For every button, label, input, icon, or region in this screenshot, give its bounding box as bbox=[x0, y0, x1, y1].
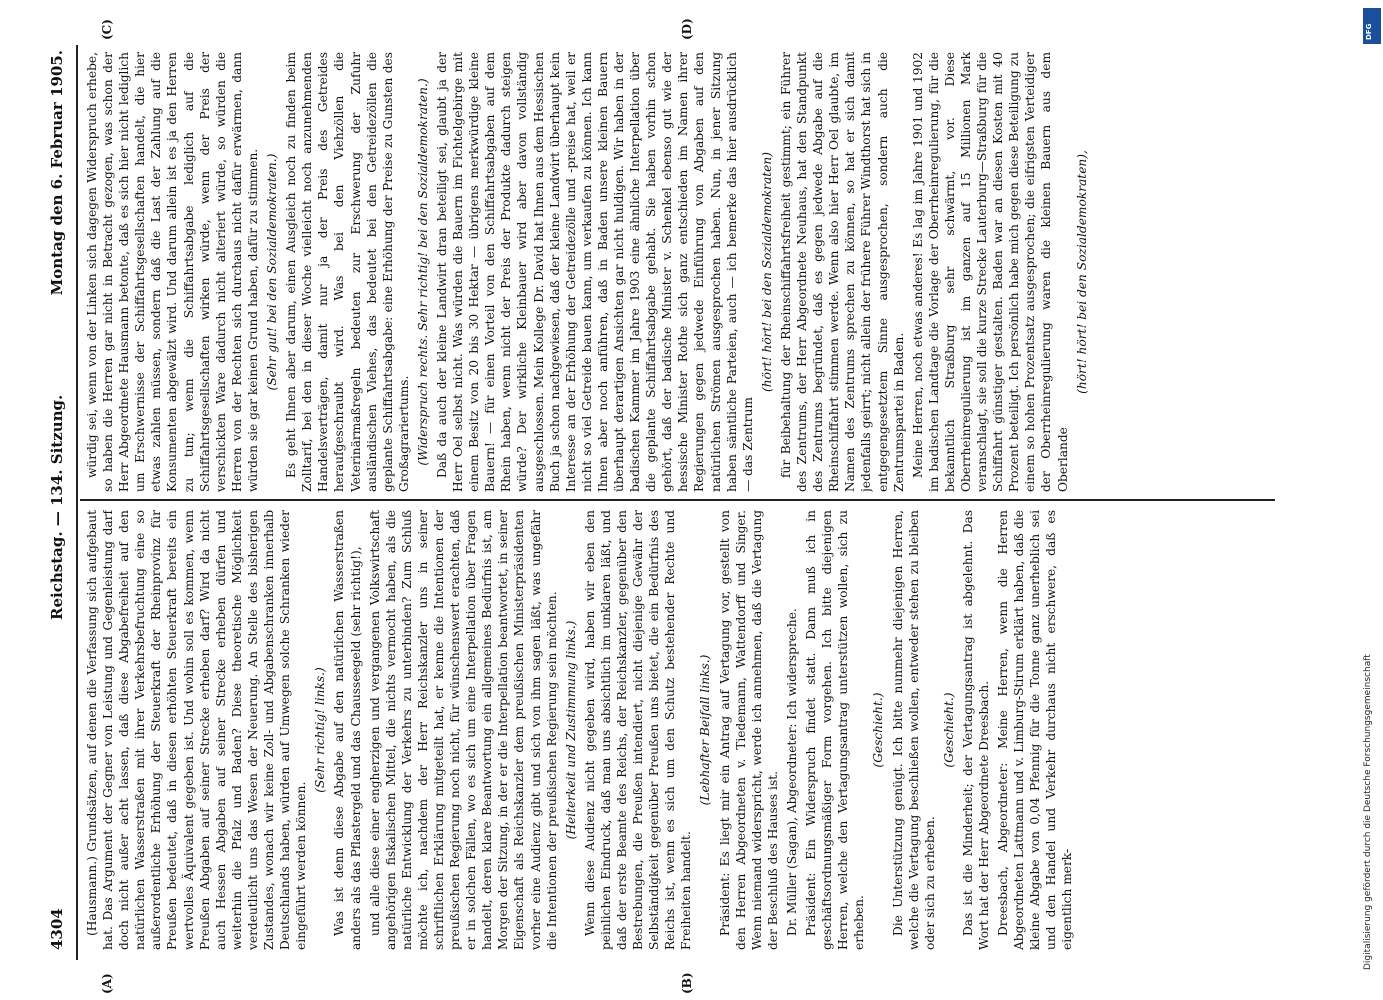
interjection: (Lebhafter Beifall links.) bbox=[698, 654, 713, 806]
dfg-logo-text: DFG bbox=[1365, 23, 1373, 40]
margin-marker-c: (C) bbox=[100, 19, 114, 40]
paragraph: Präsident: Es liegt mir ein Antrag auf Vertagung vor, gestellt von den Herren Abgeordneten v. Tiedemann, Wattendorff und Singer. Wenn niemand widerspricht, werde ich annehmen, daß die Vertagung der Beschluß des Hauses ist. bbox=[717, 510, 780, 950]
interjection: (Heiterkeit und Zustimmung links.) bbox=[563, 620, 578, 840]
rotated-newspaper-page bbox=[40, 18, 1310, 994]
paragraph: (Hausmann.) Grundsätzen, auf denen die Verfassung sich aufgebaut hat. Das Argument der Gegner von Leistung und Gegenleistung darf doch nicht außer acht lassen, daß diese Abgabefreiheit auf den natürlichen Wasserstraßen mit ihrer Verkehrsbefruchtung eine so außerordentliche Erhöhung der Steuerkraft der Rheinprovinz für Preußen bedeutet, daß in diesen erhöhten Steuerkraft bereits ein wertvolles Äquivalent gegeben ist. Und wohin soll es kommen, wenn Preußen Abgaben auf seiner Strecke erheben darf? Wird da nicht auch Hessen Abgaben auf seiner Strecke erheben dürfen und weiterhin die Pfalz und Baden? Diese theoretische Möglichkeit verdeutlicht uns das Wesen der Neuerung. An Stelle des bisherigen Zustandes, wonach wir keine Zoll- und Abgabenschranken innerhalb Deutschlands haben, würden auf Umwegen solche Schranken wieder eingeführt werden können. bbox=[85, 510, 309, 950]
interjection: (hört! hört! bei den Sozialdemokraten), bbox=[1074, 150, 1089, 394]
paragraph: würdig sei, wenn von der Linken sich dagegen Widerspruch erhebe, so haben die Herren gar nicht in Betracht gezogen, was schon der Herr Abgeordnete Hausmann betonte, daß es sich hier nicht lediglich um Erschwernisse der Schiffahrtsgesellschaften handelt, die hier etwas zahlen müssen, sondern daß die Last der Zahlung auf die Konsumenten abgewälzt wird. Und darum allein ist es ja den Herren zu tun; wenn die Schiffahrtsabgabe lediglich auf die Schiffahrtsgesellschaften wirken würde, wenn der Preis der verschickten Ware dadurch nicht alteriert würde, so würden die Herren von der Rechten sich durchaus nicht dafür erwärmen, dann würden sie gar keinen Grund haben, dafür zu stimmen. bbox=[85, 52, 260, 492]
paragraph: Die Unterstützung genügt. Ich bitte nunmehr diejenigen Herren, welche die Vertagung beschließen wollen, entweder stehen zu bleiben oder sich zu erheben. bbox=[890, 510, 937, 950]
margin-marker-b: (B) bbox=[680, 972, 694, 994]
header-title: Reichstag. — 134. Sitzung. bbox=[48, 394, 66, 620]
paragraph: Was ist denn diese Abgabe auf den natürlichen Wasserstraßen anders als das Pflastergeld und das Chausseegeld (sehr richtig!), bbox=[332, 510, 363, 950]
interjection: (Sehr gut! bei den Sozialdemokraten.) bbox=[265, 153, 280, 391]
page-number: 4304 bbox=[48, 908, 66, 950]
left-column bbox=[84, 510, 1284, 950]
interjection: (Widerspruch rechts. Sehr richtig! bei den Sozialdemokraten.) bbox=[415, 78, 430, 466]
margin-marker-a: (A) bbox=[100, 973, 114, 994]
paragraph: Daß da auch der kleine Landwirt dran beteiligt sei, glaubt ja der Herr Oel selbst nicht. Was würden die Bauern im Fichtelgebirge mit einem Besitz von 20 bis 30 Hektar — übrigens merkwürdige kleine Bauern! — für einen Vorteil von den Schiffahrtsabgaben auf dem Rhein haben, wenn nicht der Preis der Produkte dadurch steigen würde? Der wirkliche Kleinbauer wird aber davon vollständig ausgeschlossen. Mein Kollege Dr. David hat Ihnen aus dem Hessischen Buch ja schon nachgewiesen, daß der kleine Landwirt überhaupt kein Interesse an der Erhöhung der Getreidezölle und -preise hat, weil er nicht so viel Getreide bauen kann, um verkaufen zu können. Ich kann Ihnen aber noch anführen, daß in Baden unsere kleinen Bauern überhaupt derartigen Ansichten gar nicht huldigen. Wir haben in der badischen Kammer im Jahre 1903 eine ähnliche Interpellation über die geplante Schiffahrtsabgabe gehabt. Sie haben vorhin schon gehört, daß der badische Minister v. Schenkel ebenso gut wie der hessische Minister Rothe sich ganz entschieden im Namen ihrer Regierungen gegen jedwede Einführung von Abgaben auf den natürlichen Strömen ausgesprochen haben. Nun, in jener Sitzung haben sämtliche Parteien, auch — ich bemerke das hier ausdrücklich — das Zentrum bbox=[434, 52, 755, 492]
margin-marker-d: (D) bbox=[680, 18, 694, 40]
digitization-note-text: Digitalisierung gefördert durch die Deutsche Forschungsgemeinschaft bbox=[1363, 654, 1373, 970]
right-column bbox=[84, 52, 1284, 492]
interjection: (Geschieht.) bbox=[871, 692, 886, 768]
paragraph: Dreesbach, Abgeordneter: Meine Herren, wenn die Herren Abgeordneten Lattmann und v. Limburg-Stirum erklärt haben, daß die kleine Abgabe von 0,04 Pfennig für die Tonne ganz unerheblich sei und den Handel und Verkehr durchaus nicht erschwere, daß es eigentlich merk- bbox=[996, 510, 1075, 950]
paragraph: und alle diese einer engherzigen und vergangenen Volkswirtschaft angehörigen fiskalischen Mittel, die nichts vermocht haben, als die natürliche Entwicklung der Verkehrs zu unterbinden? Zum Schluß möchte ich, nachdem der Herr Reichskanzler uns in seiner schriftlichen Erklärung mitgeteilt hat, er kenne die Intentionen der preußischen Regierung noch nicht, für wünschenswert erachten, daß er in solchen Fällen, wo es sich um eine Interpellation über Fragen handelt, deren klare Beantwortung ein allgemeines Bedürfnis ist, am Morgen der Sitzung, in der er die Interpellation beantwortet, in seiner Eigenschaft als Reichskanzler dem preußischen Ministerpräsidenten vorher eine Audienz gibt und sich von ihm sagen läßt, was ungefähr die Intentionen der preußischen Regierung sein möchten. bbox=[367, 510, 559, 950]
header-date: Montag den 6. Februar 1905. bbox=[48, 50, 66, 296]
interjection: (hört! hört! bei den Sozialdemokraten) bbox=[759, 152, 774, 392]
paragraph: Wenn diese Audienz nicht gegeben wird, haben wir eben den peinlichen Eindruck, daß man uns absichtlich im unklaren läßt, und daß der erste Beamte des Reichs, der Reichskanzler, gegenüber den Bestrebungen, die Preußen intendiert, nicht diejenige Gewähr der Selbständigkeit gegenüber Preußen uns bietet, die ein Bedürfnis des Reichs ist, wenn es sich um den Schutz bestehender Rechte und Freiheiten handelt. bbox=[582, 510, 694, 950]
header-rule bbox=[76, 45, 78, 960]
interjection: (Sehr richtig! links.) bbox=[313, 667, 328, 793]
paragraph: Das ist die Minderheit; der Vertagungsantrag ist abgelehnt. Das Wort hat der Herr Abgeordnete Dreesbach. bbox=[960, 510, 991, 950]
page-header bbox=[48, 50, 78, 950]
paragraph: für Beibehaltung der Rheinschiffahrtsfreiheit gestimmt; ein Führer des Zentrums, der Herr Abgeordnete Neuhaus, hat den Standpunkt des Zentrums begründet, daß es gegen jedwede Abgabe auf die Rheinschiffahrt stimmen werde. Wenn also hier Herr Oel glaubte, im Namen des Zentrums sprechen zu können, so hat er sich damit jedenfalls geirrt; nicht allein der frühere Führer Windthorst hat sich in entgegengesetztem Sinne ausgesprochen, sondern auch die Zentrumspartei in Baden. bbox=[778, 52, 906, 492]
interjection: (Geschieht.) bbox=[941, 692, 956, 768]
paragraph: Meine Herren, noch etwas anderes! Es lag im Jahre 1901 und 1902 im badischen Landtage die Vorlage der Oberrheinregulierung, für die bekanntlich Straßburg sehr schwärmt, vor. Diese Oberrheinregulierung ist im ganzen auf 15 Millionen Mark veranschlagt, sie soll die kurze Strecke Lauterburg—Straßburg für die Schiffahrt günstiger gestalten. Baden war an diesen Kosten mit 40 Prozent beteiligt. Ich persönlich habe mich gegen diese Beteiligung zu einem so hohen Prozentsatz ausgesprochen; die eifrigsten Verteidiger der Oberrheinregulierung waren die kleinen Bauern aus dem Oberlande bbox=[910, 52, 1070, 492]
dfg-logo bbox=[1363, 8, 1381, 44]
column-rule bbox=[80, 500, 1275, 502]
paragraph: Präsident: Ein Widerspruch findet statt. Dann muß ich in geschäftsordnungsmäßiger Form vorgehen. Ich bitte diejenigen Herren, welche den Vertagungsantrag unterstützen wollen, sich zu erheben. bbox=[804, 510, 867, 950]
paragraph: Es geht Ihnen aber darum, einen Ausgleich noch zu finden beim Zolltarif, bei den in dieser Woche vielleicht noch anzunehmenden Handelsverträgen, damit nur ja der Preis des Getreides heraufgeschraubt wird. Was bei den Viehzöllen die Veterinärmaßregeln bedeuten zur Erschwerung der Zufuhr ausländischen Viehes, das bedeutet bei den Getreidezöllen die geplante Schiffahrtsabgabe: eine Erhöhung der Preise zu Gunsten des Großagrariertums. bbox=[284, 52, 411, 492]
digitization-note bbox=[1363, 10, 1377, 990]
paragraph: Dr. Müller (Sagan), Abgeordneter: Ich widerspreche. bbox=[784, 608, 799, 936]
